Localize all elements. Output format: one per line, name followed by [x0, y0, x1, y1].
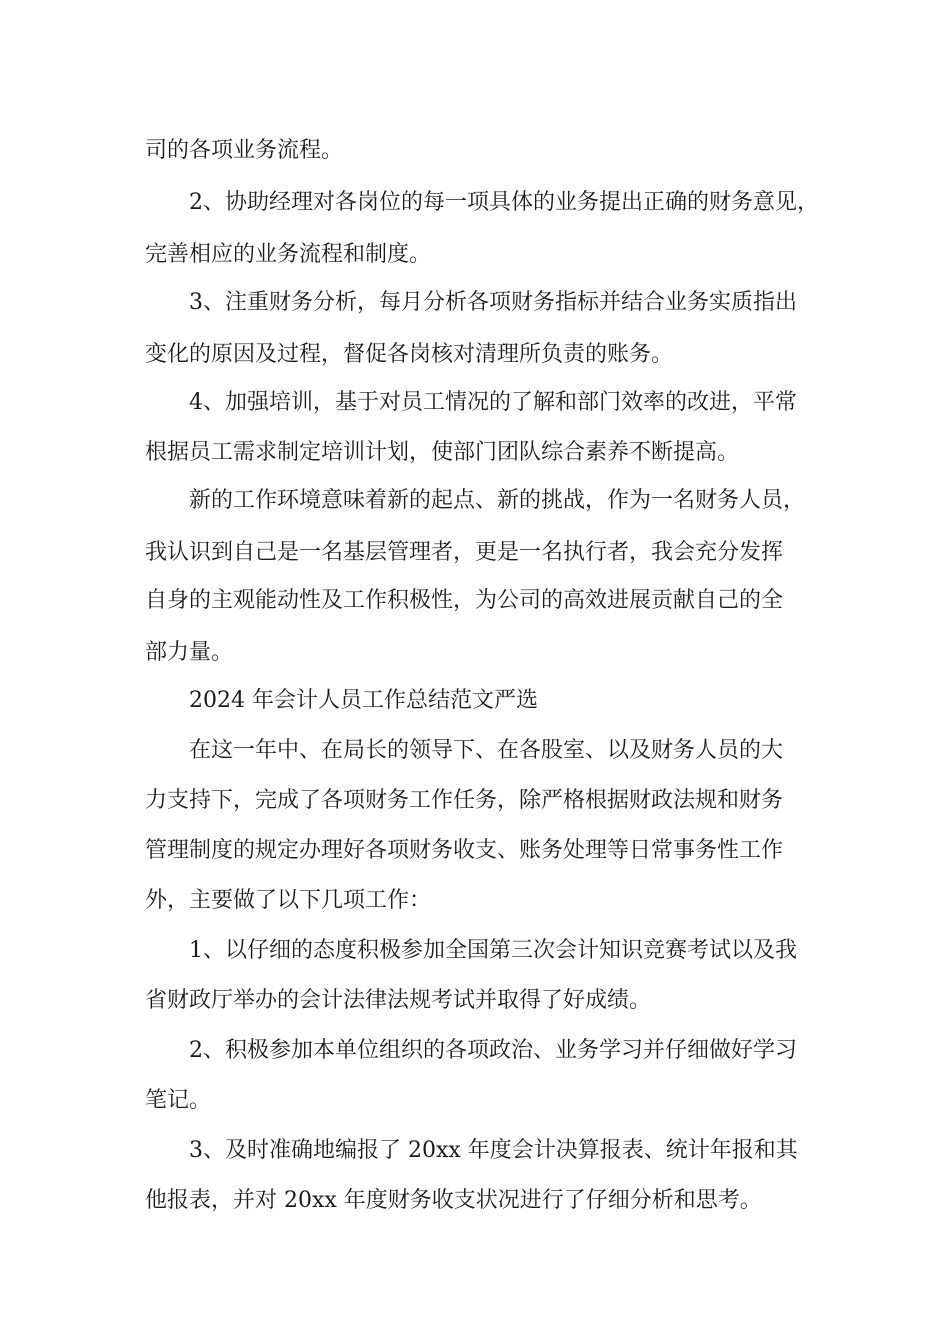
text-line: 变化的原因及过程，督促各岗核对清理所负责的账务。: [145, 342, 674, 367]
text-line: 自身的主观能动性及工作积极性，为公司的高效进展贡献自己的全: [145, 588, 784, 613]
text-line: 新的工作环境意味着新的起点、新的挑战，作为一名财务人员，: [189, 488, 806, 513]
text-line: 在这一年中、在局长的领导下、在各股室、以及财务人员的大: [189, 738, 784, 763]
text-line: 4、加强培训，基于对员工情况的了解和部门效率的改进，平常: [189, 390, 797, 415]
text-line: 2、协助经理对各岗位的每一项具体的业务提出正确的财务意见，: [189, 190, 819, 215]
text-line: 省财政厅举办的会计法律法规考试并取得了好成绩。: [145, 988, 652, 1013]
text-line: 2、积极参加本单位组织的各项政治、业务学习并仔细做好学习: [189, 1038, 797, 1063]
text-line: 1、以仔细的态度积极参加全国第三次会计知识竞赛考试以及我: [189, 938, 797, 963]
text-line: 笔记。: [145, 1088, 212, 1113]
text-line: 部力量。: [145, 640, 234, 665]
text-line: 根据员工需求制定培训计划，使部门团队综合素养不断提高。: [145, 440, 740, 465]
text-line: 我认识到自己是一名基层管理者，更是一名执行者，我会充分发挥: [145, 540, 784, 565]
text-line: 外，主要做了以下几项工作：: [145, 888, 432, 913]
text-line: 完善相应的业务流程和制度。: [145, 242, 432, 267]
section-heading: 2024 年会计人员工作总结范文严选: [189, 688, 538, 713]
text-line: 管理制度的规定办理好各项财务收支、账务处理等日常事务性工作: [145, 838, 784, 863]
text-line: 3、及时准确地编报了 20xx 年度会计决算报表、统计年报和其: [189, 1138, 798, 1163]
text-line: 力支持下，完成了各项财务工作任务，除严格根据财政法规和财务: [145, 788, 784, 813]
text-line: 3、注重财务分析，每月分析各项财务指标并结合业务实质指出: [189, 290, 797, 315]
text-line: 司的各项业务流程。: [145, 138, 344, 163]
text-line: 他报表，并对 20xx 年度财务收支状况进行了仔细分析和思考。: [145, 1188, 762, 1213]
